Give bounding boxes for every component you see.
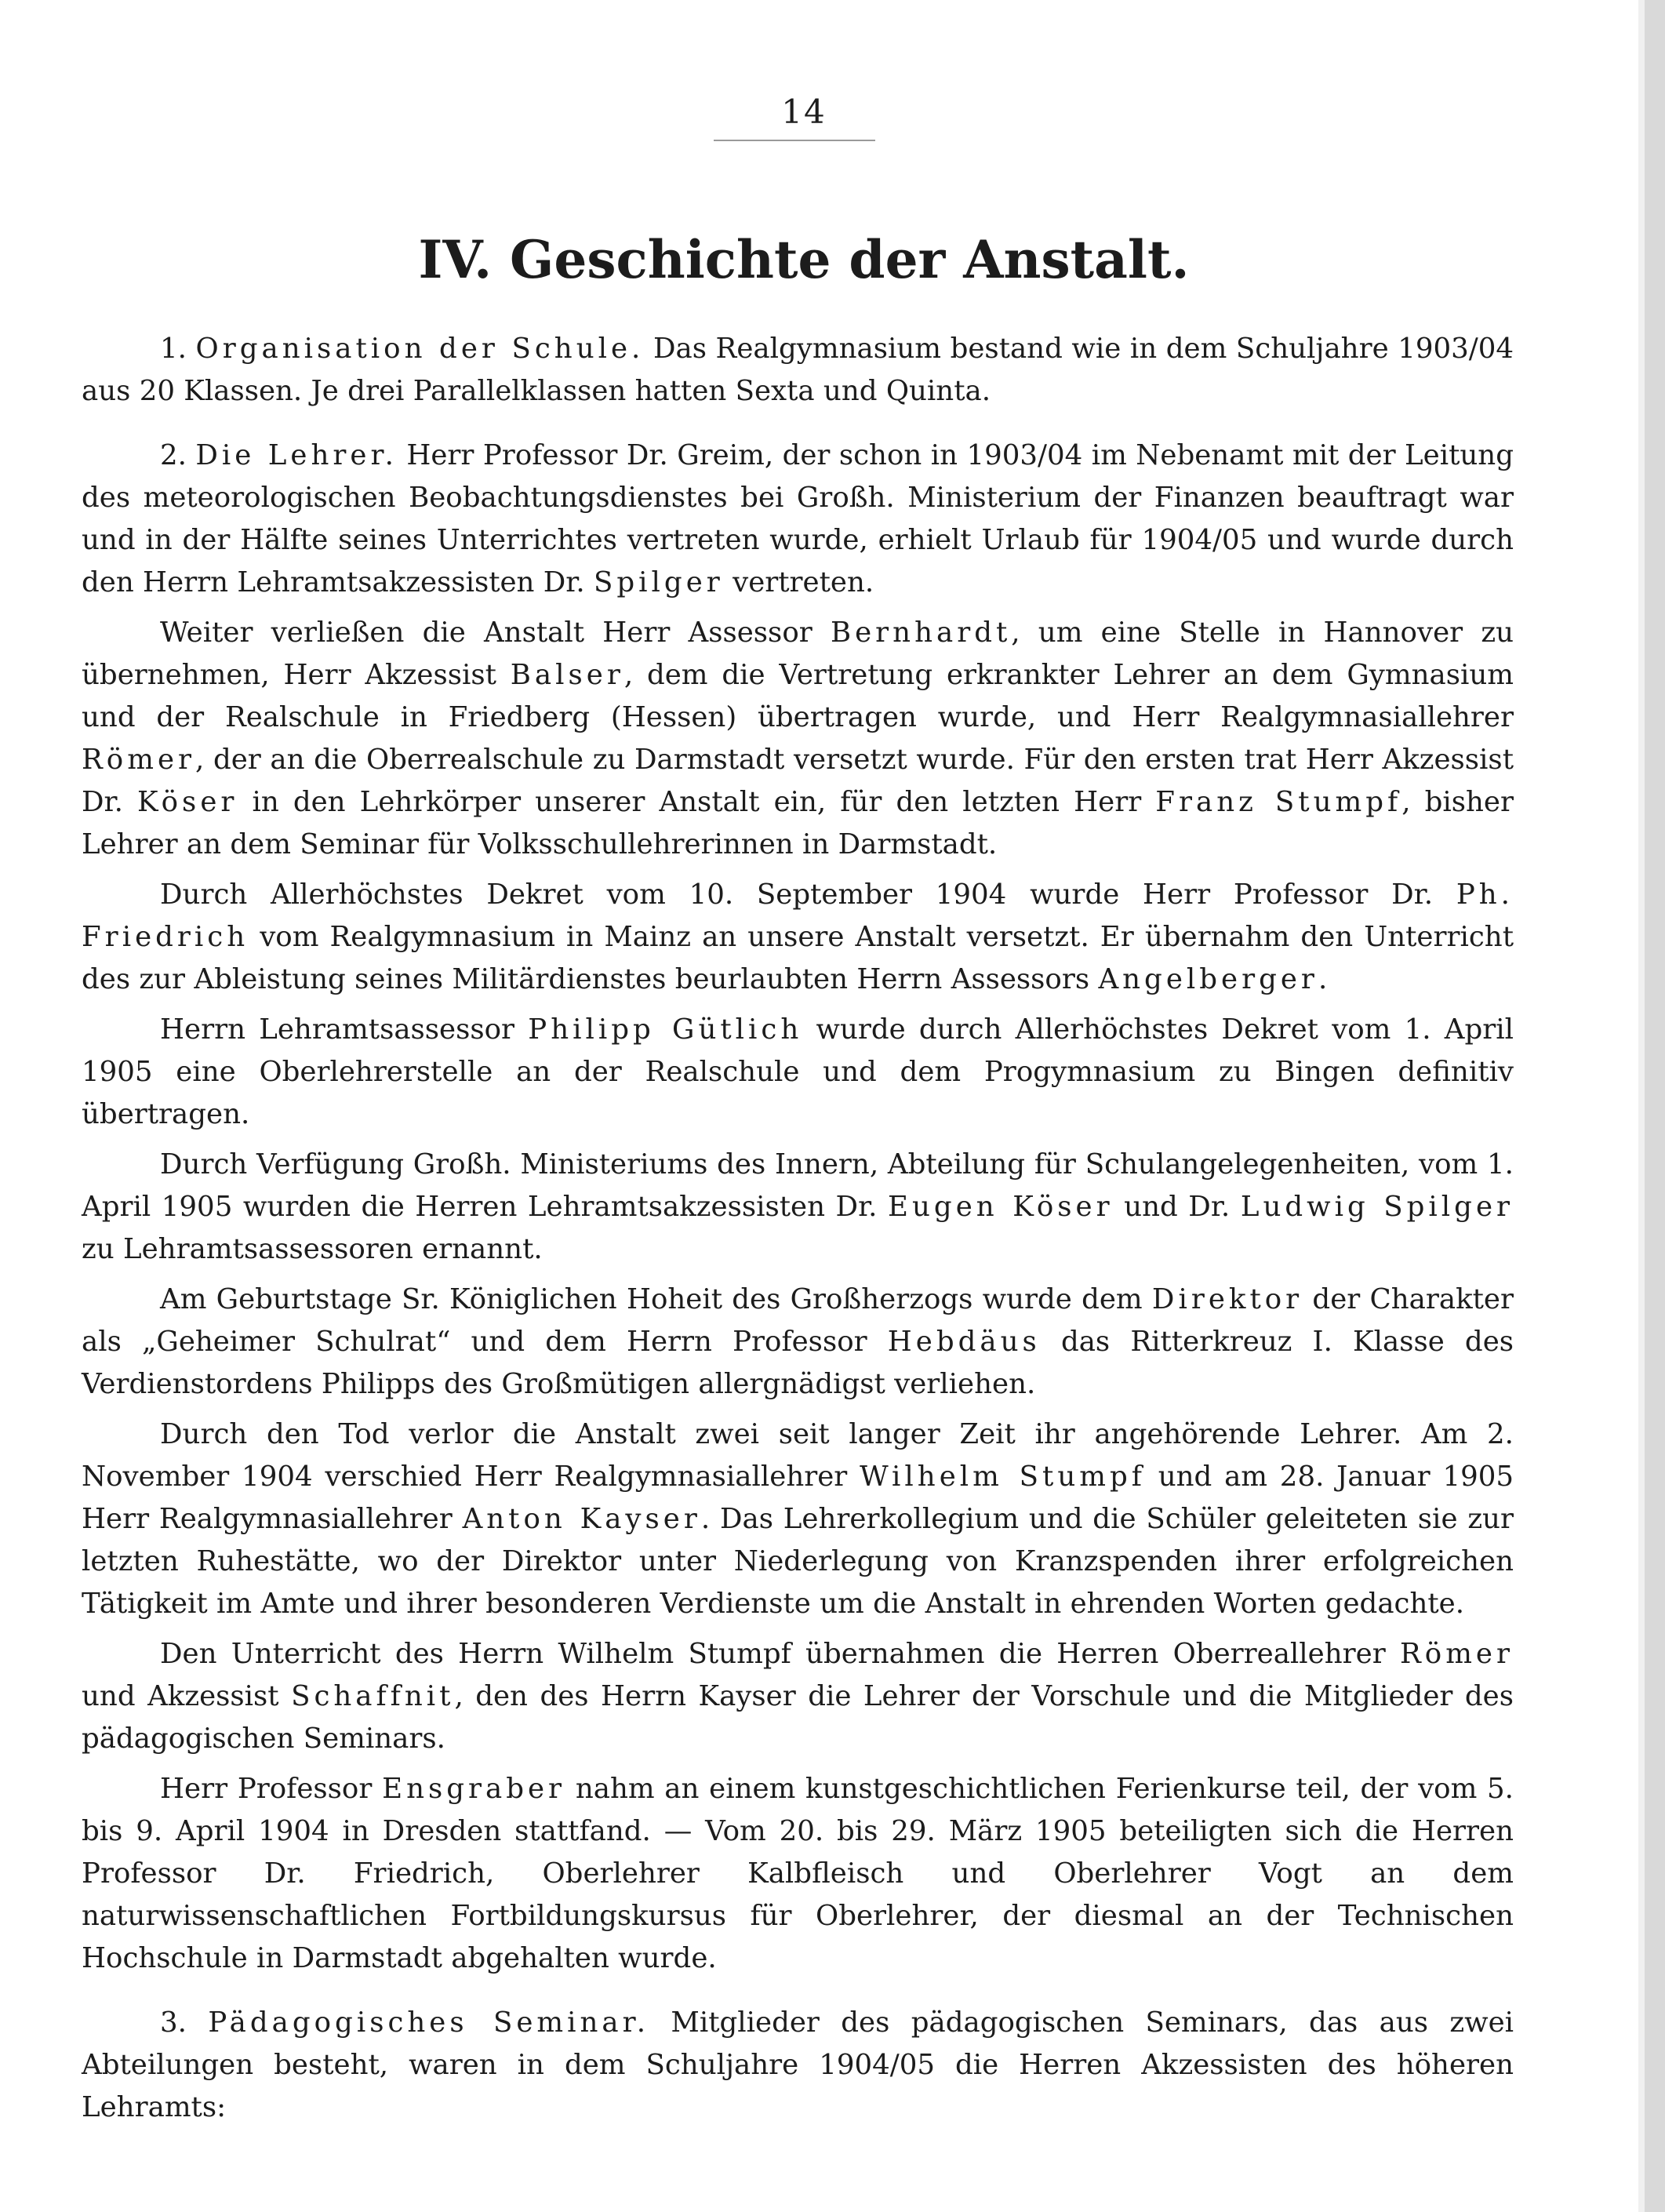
paragraph-text: Das Realgymnasium bestand wie in dem Schuljahre 1903/04 aus 20 Klassen. Je drei Parallelklassen hatten Sexta und Quinta. — [82, 333, 1514, 407]
paragraph-text: Den Unterricht des Herrn Wilhelm Stumpf übernahmen die Herren Oberreallehrer — [160, 1638, 1386, 1670]
paragraph-lehrer-2 — [82, 612, 1514, 866]
paragraph-text: , der an die Oberrealschule zu Darmstadt versetzt wurde. Für den ersten trat Herr Akzessist Dr. — [82, 744, 1514, 818]
paragraph-text: Herr Professor Dr. Greim, der schon in 1903/04 im Nebenamt mit der Leitung des meteorologischen Beobachtungsdienstes bei Großh. Ministerium der Finanzen beauftragt war und in der Hälfte seines Unterrichtes vertreten wurde, erhielt Urlaub für 1904/05 und wurde durch den Herrn Lehramtsakzessisten Dr. — [82, 439, 1514, 598]
paragraph-text: , dem die Vertretung erkrankter Lehrer an dem Gymnasium und der Realschule in Friedberg (Hessen) übertragen wurde, und Herr Realgymnasiallehrer — [82, 659, 1514, 733]
person-name: Ph. Friedrich — [82, 879, 1514, 953]
paragraph-text: und am 28. Januar 1905 Herr Realgymnasiallehrer — [82, 1461, 1514, 1535]
page-edge-shadow — [1638, 0, 1645, 2212]
paragraph-text: . — [1318, 963, 1328, 995]
paragraph-text: , den des Herrn Kayser die Lehrer der Vorschule und die Mitglieder des pädagogischen Seminars. — [82, 1680, 1514, 1755]
person-name: Spilger — [594, 566, 724, 598]
person-name: Eugen Köser — [888, 1191, 1114, 1223]
paragraph-organisation — [82, 328, 1514, 413]
person-name: Schaffnit — [291, 1680, 455, 1712]
page-number-rule — [714, 140, 875, 141]
section-title: IV. Geschichte der Anstalt. — [418, 229, 1190, 290]
section-number: 1. — [160, 333, 187, 365]
person-name: Angelberger — [1098, 963, 1318, 995]
paragraph-lehrer-7 — [82, 1413, 1514, 1625]
paragraph-text: nahm an einem kunstgeschichtlichen Ferienkurse teil, der vom 5. bis 9. April 1904 in Dresden stattfand. — Vom 20. bis 29. März 1905 beteiligten sich die Herren Professor Dr. Friedrich, Oberlehrer Kalbfleisch und Oberlehrer Vogt an dem naturwissenschaftlichen Fortbildungskursus für Oberlehrer, der diesmal an der Technischen Hochschule in Darmstadt abgehalten wurde. — [82, 1773, 1514, 1974]
paragraph-text: Mitglieder des pädagogischen Seminars, das aus zwei Abteilungen besteht, waren in dem Schuljahre 1904/05 die Herren Akzessisten des höheren Lehramts: — [82, 2006, 1514, 2123]
paragraph-lehrer-5 — [82, 1144, 1514, 1271]
paragraph-lehrer-9 — [82, 1768, 1514, 1980]
paragraph-text: , um eine Stelle in Hannover zu übernehmen, Herr Akzessist — [82, 617, 1514, 691]
paragraph-lehrer-3 — [82, 874, 1514, 1001]
paragraph-text: . Das Lehrerkollegium und die Schüler geleiteten sie zur letzten Ruhestätte, wo der Direktor unter Niederlegung von Kranzspenden ihrer erfolgreichen Tätigkeit im Amte und ihrer besonderen Verdienste um die Anstalt in ehrenden Worten gedachte. — [82, 1503, 1514, 1620]
section-heading: Die Lehrer. — [195, 439, 398, 471]
person-name: Ensgraber — [382, 1773, 566, 1805]
paragraph-seminar — [82, 2002, 1514, 2129]
paragraph-text: vom Realgymnasium in Mainz an unsere Anstalt versetzt. Er übernahm den Unterricht des zur Ableistung seines Militärdienstes beurlaubten Herrn Assessors — [82, 921, 1514, 995]
paragraph-text: in den Lehrkörper unserer Anstalt ein, für den letzten Herr — [252, 786, 1142, 818]
person-name: Ludwig Spilger — [1240, 1191, 1514, 1223]
person-name: Direktor — [1151, 1283, 1303, 1315]
page-number: 14 — [781, 93, 827, 131]
paragraph-text: Herrn Lehramtsassessor — [160, 1013, 515, 1046]
paragraph-text: Weiter verließen die Anstalt Herr Assessor — [160, 617, 813, 649]
person-name: Römer — [82, 744, 196, 776]
paragraph-text: und Akzessist — [82, 1680, 279, 1712]
paragraph-text: das Ritterkreuz I. Klasse des Verdienstordens Philipps des Großmütigen allergnädigst verliehen. — [82, 1326, 1514, 1400]
page-edge — [1645, 0, 1665, 2212]
person-name: Franz Stumpf — [1155, 786, 1402, 818]
section-number: 3. — [160, 2006, 187, 2039]
paragraph-text: wurde durch Allerhöchstes Dekret vom 1. April 1905 eine Oberlehrerstelle an der Realschule und dem Progymnasium zu Bingen definitiv übertragen. — [82, 1013, 1514, 1130]
paragraph-text: und Dr. — [1124, 1191, 1231, 1223]
paragraph-text: zu Lehramtsassessoren ernannt. — [82, 1233, 543, 1265]
paragraph-text: vertreten. — [733, 566, 874, 598]
paragraph-text: , bisher Lehrer an dem Seminar für Volksschullehrerinnen in Darmstadt. — [82, 786, 1514, 860]
person-name: Hebdäus — [887, 1326, 1041, 1358]
person-name: Anton Kayser — [462, 1503, 701, 1535]
person-name: Wilhelm Stumpf — [860, 1461, 1146, 1493]
paragraph-text: Am Geburtstage Sr. Königlichen Hoheit des Großherzogs wurde dem — [160, 1283, 1143, 1315]
section-heading: Pädagogisches Seminar. — [208, 2006, 650, 2039]
section-number: 2. — [160, 439, 187, 471]
paragraph-lehrer-6 — [82, 1279, 1514, 1406]
section-heading: Organisation der Schule. — [195, 333, 645, 365]
person-name: Philipp Gütlich — [528, 1013, 803, 1046]
paragraph-lehrer-4 — [82, 1009, 1514, 1136]
person-name: Balser — [510, 659, 624, 691]
person-name: Römer — [1399, 1638, 1514, 1670]
paragraph-lehrer-8 — [82, 1633, 1514, 1760]
person-name: Köser — [137, 786, 238, 818]
paragraph-text: Durch den Tod verlor die Anstalt zwei seit langer Zeit ihr angehörende Lehrer. Am 2. November 1904 verschied Herr Realgymnasiallehrer — [82, 1418, 1514, 1493]
paragraph-text: Herr Professor — [160, 1773, 373, 1805]
body-text — [82, 328, 1514, 2137]
paragraph-text: Durch Verfügung Großh. Ministeriums des Innern, Abteilung für Schulangelegenheiten, vom 1. April 1905 wurden die Herren Lehramtsakzessisten Dr. — [82, 1148, 1514, 1223]
person-name: Bernhardt — [830, 617, 1012, 649]
paragraph-lehrer-1 — [82, 435, 1514, 604]
paragraph-text: Durch Allerhöchstes Dekret vom 10. September 1904 wurde Herr Professor Dr. — [160, 879, 1434, 911]
paragraph-text: der Charakter als „Geheimer Schulrat“ und dem Herrn Professor — [82, 1283, 1514, 1358]
